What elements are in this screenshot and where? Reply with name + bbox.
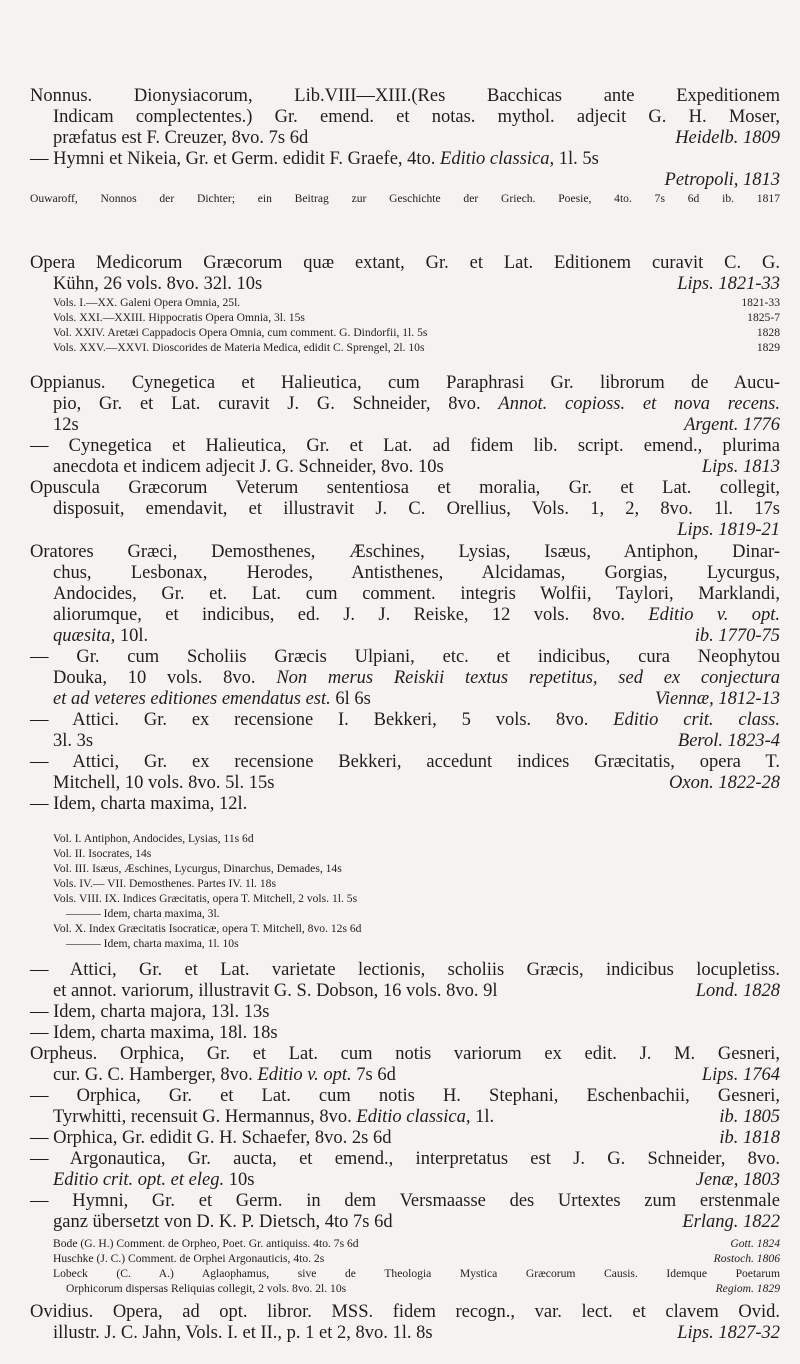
entry-line [30,310,780,325]
entry-line [30,107,780,128]
entry-line [30,1149,780,1170]
entry-line [30,478,780,499]
entry-line [30,191,780,206]
imprint: Petropoli, 1813 [664,170,780,190]
entry-text: Douka, 10 vols. 8vo. [53,668,256,688]
entry-text: anecdota et indicem adjecit J. G. Schneider, 8vo. 10s [53,457,444,477]
catalogue-entry [30,253,780,355]
entry-line [30,960,780,981]
entry-text: 3l. 3s [53,731,94,751]
imprint-year: 1829 [756,341,780,354]
entry-text: chus, Lesbonax, Herodes, Antisthenes, Alcidamas, Gorgias, Lycurgus, [53,563,780,583]
catalogue-entry [30,86,780,206]
entry-text: Orphicorum dispersas Reliquias collegit, 2 vols. 8vo. 2l. 10s [66,1282,347,1295]
entry-line [30,1002,780,1023]
imprint: ib. 1805 [719,1107,780,1127]
entry-line [30,128,780,149]
entry-line [30,1191,780,1212]
catalogue-entry [30,542,780,815]
entry-line [30,1323,780,1344]
entry-line [30,457,780,478]
entry-line [30,1302,780,1323]
entry-line [30,1251,780,1266]
entry-text: Oppianus. Cynegetica et Halieutica, cum Paraphrasi Gr. librorum de Aucu- [30,373,780,393]
entry-text: Ovidius. Opera, ad opt. libror. MSS. fidem recogn., var. lect. et clavem Ovid. [30,1302,780,1322]
entry-text: Andocides, Gr. et. Lat. cum comment. integris Wolfii, Taylori, Marklandi, [53,584,780,604]
entry-italic-text: Editio classica, [356,1107,471,1127]
entry-line [30,373,780,394]
entry-text: Indicam complectentes.) Gr. emend. et notas. mythol. adjecit G. H. Moser, [53,107,780,127]
entry-text: Vols. IV.— VII. Demosthenes. Partes IV. 1l. 18s [53,877,276,890]
entry-text: Bode (G. H.) Comment. de Orpheo, Poet. Gr. antiquiss. 4to. 7s 6d [53,1237,359,1250]
entry-line [30,626,780,647]
entry-text: Vols. XXV.—XXVI. Dioscorides de Materia Medica, edidit C. Sprengel, 2l. 10s [53,341,425,354]
entry-italic-text: Editio crit. class. [613,710,781,730]
entry-text: — Cynegetica et Halieutica, Gr. et Lat. ad fidem lib. script. emend., plurima [30,436,780,456]
entry-line [30,340,780,355]
entry-text: Vol. XXIV. Aretæi Cappadocis Opera Omnia, cum comment. G. Dindorfii, 1l. 5s [53,326,428,339]
entry-text: disposuit, emendavit, et illustravit J. C. Orellius, Vols. 1, 2, 8vo. 1l. 17s [53,499,780,519]
entry-line [30,170,780,191]
entry-text: Kühn, 26 vols. 8vo. 32l. 10s [53,274,263,294]
entry-line [30,1281,780,1296]
imprint: Lond. 1828 [695,981,780,1001]
entry-line [30,846,780,861]
entry-text: Tyrwhitti, recensuit G. Hermannus, 8vo. [53,1107,352,1127]
entry-text: ——— Idem, charta maxima, 1l. 10s [66,937,239,950]
entry-italic-text: Annot. copioss. et nova recens. [498,394,780,414]
entry-italic-text: quæsita, [53,626,116,646]
entry-text: — Hymni et Nikeia, Gr. et Germ. edidit F. Graefe, 4to. [30,149,436,169]
entry-line [30,499,780,520]
entry-text: et annot. variorum, illustravit G. S. Dobson, 16 vols. 8vo. 9l [53,981,498,1001]
imprint: Lips. 1813 [701,457,780,477]
entry-text: Oratores Græci, Demosthenes, Æschines, Lysias, Isæus, Antiphon, Dinar- [30,542,780,562]
imprint: ib. 1818 [719,1128,780,1148]
entry-text: 12s [53,415,79,435]
entry-line [30,981,780,1002]
entry-text: Mitchell, 10 vols. 8vo. 5l. 15s [53,773,275,793]
imprint: Lips. 1821-33 [677,274,780,294]
entry-line [30,86,780,107]
entry-line [30,876,780,891]
entry-line [30,1065,780,1086]
catalogue-entry [30,960,780,1233]
imprint: Erlang. 1822 [682,1212,780,1232]
entry-text: — Gr. cum Scholiis Græcis Ulpiani, etc. et indicibus, cura Neophytou [30,647,780,667]
entry-line [30,415,780,436]
entry-line [30,394,780,415]
entry-text: Orpheus. Orphica, Gr. et Lat. cum notis variorum ex edit. J. M. Gesneri, [30,1044,780,1064]
entry-line [30,668,780,689]
entry-price: 10l. [115,626,149,646]
entry-line [30,794,780,815]
entry-text: — Orphica, Gr. et Lat. cum notis H. Stephani, Eschenbachii, Gesneri, [30,1086,780,1106]
entry-text: — Hymni, Gr. et Germ. in dem Versmaasse des Urtextes zum erstenmale [30,1191,780,1211]
entry-text: Vol. X. Index Græcitatis Isocraticæ, opera T. Mitchell, 8vo. 12s 6d [53,922,362,935]
entry-price: 1l. 5s [554,149,599,169]
entry-text: Ouwaroff, Nonnos der Dichter; ein Beitrag zur Geschichte der Griech. Poesie, 4to. 7s 6d ib. 1817 [30,192,780,205]
entry-text: aliorumque, et indicibus, ed. J. J. Reiske, 12 vols. 8vo. [53,605,625,625]
entry-line [30,1128,780,1149]
entry-line [30,1044,780,1065]
imprint: Lips. 1764 [701,1065,780,1085]
entry-text: Lobeck (C. A.) Aglaophamus, sive de Theologia Mystica Græcorum Causis. Idemque Poetarum [53,1267,780,1280]
entry-line [30,1236,780,1251]
entry-text: Nonnus. Dionysiacorum, Lib.VIII—XIII.(Res Bacchicas ante Expeditionem [30,86,780,106]
entry-text: illustr. J. C. Jahn, Vols. I. et II., p. 1 et 2, 8vo. 1l. 8s [53,1323,433,1343]
entry-price: 6l 6s [330,689,371,709]
entry-text: cur. G. C. Hamberger, 8vo. [53,1065,253,1085]
entry-line [30,1086,780,1107]
entry-line [30,520,780,541]
imprint-year: 1821-33 [741,296,780,309]
entry-line [30,891,780,906]
entry-text: pio, Gr. et Lat. curavit J. G. Schneider, 8vo. [53,394,481,414]
imprint-year: 1828 [756,326,780,339]
entry-text: — Idem, charta majora, 13l. 13s [30,1002,270,1022]
imprint: Heidelb. 1809 [675,128,780,148]
entry-line [30,274,780,295]
entry-line [30,861,780,876]
catalogue-entry [30,831,780,951]
entry-line [30,436,780,457]
entry-line [30,936,780,951]
entry-line [30,563,780,584]
entry-text: Vols. I.—XX. Galeni Opera Omnia, 25l. [53,296,241,309]
entry-line [30,584,780,605]
entry-text: ganz übersetzt von D. K. P. Dietsch, 4to 7s 6d [53,1212,393,1232]
imprint-year: 1825-7 [747,311,780,324]
catalogue-entry [30,1302,780,1344]
entry-line [30,1266,780,1281]
entry-italic-text: Editio crit. opt. et eleg. [53,1170,225,1190]
entry-italic-text: Editio v. opt. [257,1065,352,1085]
entry-text: — Orphica, Gr. edidit G. H. Schaefer, 8vo. 2s 6d [30,1128,392,1148]
entry-line [30,921,780,936]
entry-italic-text: Editio classica, [440,149,555,169]
entry-text: — Idem, charta maxima, 12l. [30,794,248,814]
entry-italic-text: Editio v. opt. [648,605,780,625]
imprint-year: Rostoch. 1806 [713,1252,780,1265]
entry-line [30,1212,780,1233]
imprint: Oxon. 1822-28 [669,773,780,793]
entry-line [30,773,780,794]
entry-text: — Attici, Gr. et Lat. varietate lectionis, scholiis Græcis, indicibus locupletiss. [30,960,780,980]
entry-line [30,325,780,340]
entry-line [30,149,780,170]
entry-line [30,752,780,773]
entry-line [30,1170,780,1191]
entry-line [30,710,780,731]
imprint: Berol. 1823-4 [677,731,780,751]
entry-text: ——— Idem, charta maxima, 3l. [66,907,220,920]
entry-text: — Attici. Gr. ex recensione I. Bekkeri, 5 vols. 8vo. [30,710,589,730]
entry-price: 10s [224,1170,255,1190]
entry-line [30,689,780,710]
entry-italic-text: et ad veteres editiones emendatus est. [53,689,331,709]
entry-line [30,1023,780,1044]
entry-text: Vols. VIII. IX. Indices Græcitatis, opera T. Mitchell, 2 vols. 1l. 5s [53,892,358,905]
imprint: ib. 1770-75 [694,626,780,646]
imprint-year: Regiom. 1829 [715,1282,780,1295]
entry-line [30,1107,780,1128]
entry-text: — Attici, Gr. ex recensione Bekkeri, accedunt indices Græcitatis, opera T. [30,752,780,772]
entry-line [30,731,780,752]
entry-line [30,906,780,921]
entry-line [30,253,780,274]
entry-text: Huschke (J. C.) Comment. de Orphei Argonauticis, 4to. 2s [53,1252,325,1265]
entry-line [30,295,780,310]
entry-text: Vol. II. Isocrates, 14s [53,847,152,860]
entry-price: 7s 6d [351,1065,396,1085]
entry-text: — Argonautica, Gr. aucta, et emend., interpretatus est J. G. Schneider, 8vo. [30,1149,780,1169]
entry-text: Vol. I. Antiphon, Andocides, Lysias, 11s 6d [53,832,254,845]
entry-text: Opera Medicorum Græcorum quæ extant, Gr. et Lat. Editionem curavit C. G. [30,253,780,273]
entry-text: Opuscula Græcorum Veterum sententiosa et moralia, Gr. et Lat. collegit, [30,478,780,498]
entry-line [30,542,780,563]
imprint-year: Gott. 1824 [730,1237,780,1250]
entry-text: Vol. III. Isæus, Æschines, Lycurgus, Dinarchus, Demades, 14s [53,862,342,875]
entry-line [30,831,780,846]
entry-text: præfatus est F. Creuzer, 8vo. 7s 6d [53,128,309,148]
imprint: Lips. 1827-32 [677,1323,780,1343]
catalogue-entry [30,1236,780,1296]
imprint: Viennæ, 1812-13 [654,689,780,709]
entry-italic-text: Non merus Reiskii textus repetitus, sed ex conjectura [276,668,781,688]
catalogue-entry [30,373,780,541]
imprint: Lips. 1819-21 [677,520,780,540]
entry-text: Vols. XXI.—XXIII. Hippocratis Opera Omnia, 3l. 15s [53,311,305,324]
entry-line [30,647,780,668]
entry-text: — Idem, charta maxima, 18l. 18s [30,1023,278,1043]
imprint: Jenæ, 1803 [695,1170,780,1190]
entry-price: 1l. [470,1107,495,1127]
entry-line [30,605,780,626]
imprint: Argent. 1776 [684,415,780,435]
